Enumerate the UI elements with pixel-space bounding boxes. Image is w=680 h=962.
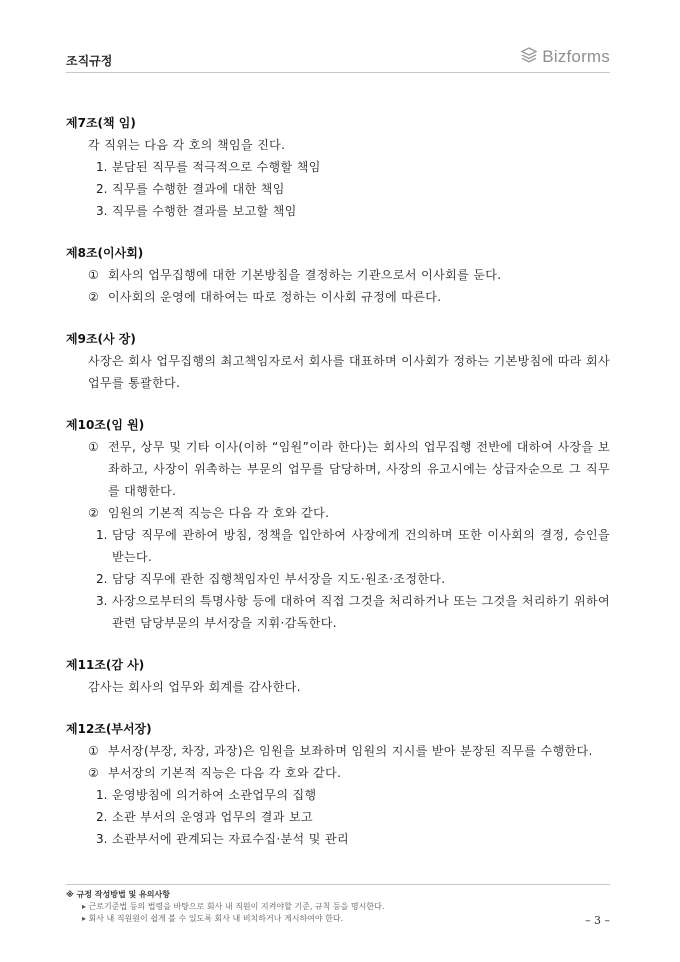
clause-text: 임원의 기본적 직능은 다음 각 호와 같다. <box>108 506 330 520</box>
article-title: 제8조(이사회) <box>66 246 144 260</box>
page-header <box>66 42 610 73</box>
footnote-item: ▸ 근로기준법 등의 법령을 바탕으로 회사 내 직원이 지켜야할 기준, 규칙 등을 명시한다. <box>82 902 385 911</box>
page-number: – 3 – <box>585 914 610 927</box>
list-item <box>66 156 610 178</box>
list-item <box>66 828 610 850</box>
item-marker: 3. <box>96 204 108 218</box>
article-12 <box>66 718 610 850</box>
clause-item <box>66 286 610 308</box>
list-item <box>66 568 610 590</box>
clause-marker: ② <box>88 766 99 780</box>
list-item <box>66 590 610 634</box>
item-marker: 1. <box>96 788 108 802</box>
clause-marker: ① <box>88 744 99 758</box>
clause-item <box>66 502 610 524</box>
clause-text: 부서장(부장, 차장, 과장)은 임원을 보좌하며 임원의 지시를 받아 분장된 직무를 수행한다. <box>108 744 593 758</box>
item-text: 분담된 직무를 적극적으로 수행할 책임 <box>112 160 321 174</box>
item-text: 직무를 수행한 결과를 보고할 책임 <box>112 204 297 218</box>
clause-text: 부서장의 기본적 직능은 다음 각 호와 같다. <box>108 766 342 780</box>
document-title: 조직규정 <box>66 54 113 68</box>
item-text: 담당 직무에 관하여 방침, 정책을 입안하여 사장에게 건의하며 또한 이사회의 결정, 승인을 받는다. <box>112 528 610 564</box>
item-text: 담당 직무에 관한 집행책임자인 부서장을 지도·원조·조정한다. <box>112 572 446 586</box>
clause-text: 이사회의 운영에 대하여는 따로 정하는 이사회 규정에 따른다. <box>108 290 442 304</box>
article-intro: 각 직위는 다음 각 호의 책임을 진다. <box>88 138 286 152</box>
item-text: 직무를 수행한 결과에 대한 책임 <box>112 182 285 196</box>
item-marker: 2. <box>96 810 108 824</box>
article-8 <box>66 242 610 308</box>
article-intro: 사장은 회사 업무집행의 최고책임자로서 회사를 대표하며 이사회가 정하는 기본방침에 따라 회사 업무를 통괄한다. <box>88 354 610 390</box>
clause-text: 회사의 업무집행에 대한 기본방침을 결정하는 기관으로서 이사회를 둔다. <box>108 268 502 282</box>
page-footer <box>66 884 610 925</box>
brand-name: Bizforms <box>542 47 610 66</box>
clause-marker: ① <box>88 268 99 282</box>
footnote-item: ▸ 회사 내 직원원이 쉽게 볼 수 있도록 회사 내 비치하거나 게시하여야 한다. <box>82 914 344 923</box>
article-title: 제12조(부서장) <box>66 722 152 736</box>
item-text: 사장으로부터의 특명사항 등에 대하여 직접 그것을 처리하거나 또는 그것을 처리하기 위하여 관련 담당부문의 부서장을 지휘·감독한다. <box>112 594 610 630</box>
item-marker: 1. <box>96 160 108 174</box>
list-item <box>66 200 610 222</box>
article-title: 제10조(임 원) <box>66 418 145 432</box>
clause-item <box>66 762 610 784</box>
clause-item <box>66 264 610 286</box>
clause-item <box>66 436 610 502</box>
item-marker: 2. <box>96 572 108 586</box>
clause-marker: ② <box>88 290 99 304</box>
footnote-title: ※ 규정 작성방법 및 유의사항 <box>66 890 170 899</box>
article-title: 제9조(사 장) <box>66 332 136 346</box>
list-item <box>66 806 610 828</box>
clause-marker: ① <box>88 440 99 454</box>
item-text: 소관 부서의 운영과 업무의 결과 보고 <box>112 810 313 824</box>
item-marker: 3. <box>96 832 108 846</box>
document-body <box>66 112 610 870</box>
brand-logo <box>520 46 610 68</box>
article-9 <box>66 328 610 394</box>
list-item <box>66 524 610 568</box>
list-item <box>66 178 610 200</box>
item-marker: 3. <box>96 594 108 608</box>
article-7 <box>66 112 610 222</box>
article-title: 제7조(책 임) <box>66 116 136 130</box>
clause-marker: ② <box>88 506 99 520</box>
article-intro: 감사는 회사의 업무와 회계를 감사한다. <box>88 680 301 694</box>
item-marker: 1. <box>96 528 108 542</box>
clause-text: 전무, 상무 및 기타 이사(이하 “임원”이라 한다)는 회사의 업무집행 전반에 대하여 사장을 보좌하고, 사장이 위촉하는 부문의 업무를 담당하며, 사장의 유고시에는 상급자순으로 그 직무를 대행한다. <box>108 440 610 498</box>
item-text: 운영방침에 의거하여 소관업무의 집행 <box>112 788 317 802</box>
item-text: 소관부서에 관계되는 자료수집·분석 및 관리 <box>112 832 349 846</box>
list-item <box>66 784 610 806</box>
clause-item <box>66 740 610 762</box>
article-title: 제11조(감 사) <box>66 658 145 672</box>
item-marker: 2. <box>96 182 108 196</box>
layers-icon <box>520 46 538 68</box>
article-11 <box>66 654 610 698</box>
article-10 <box>66 414 610 634</box>
